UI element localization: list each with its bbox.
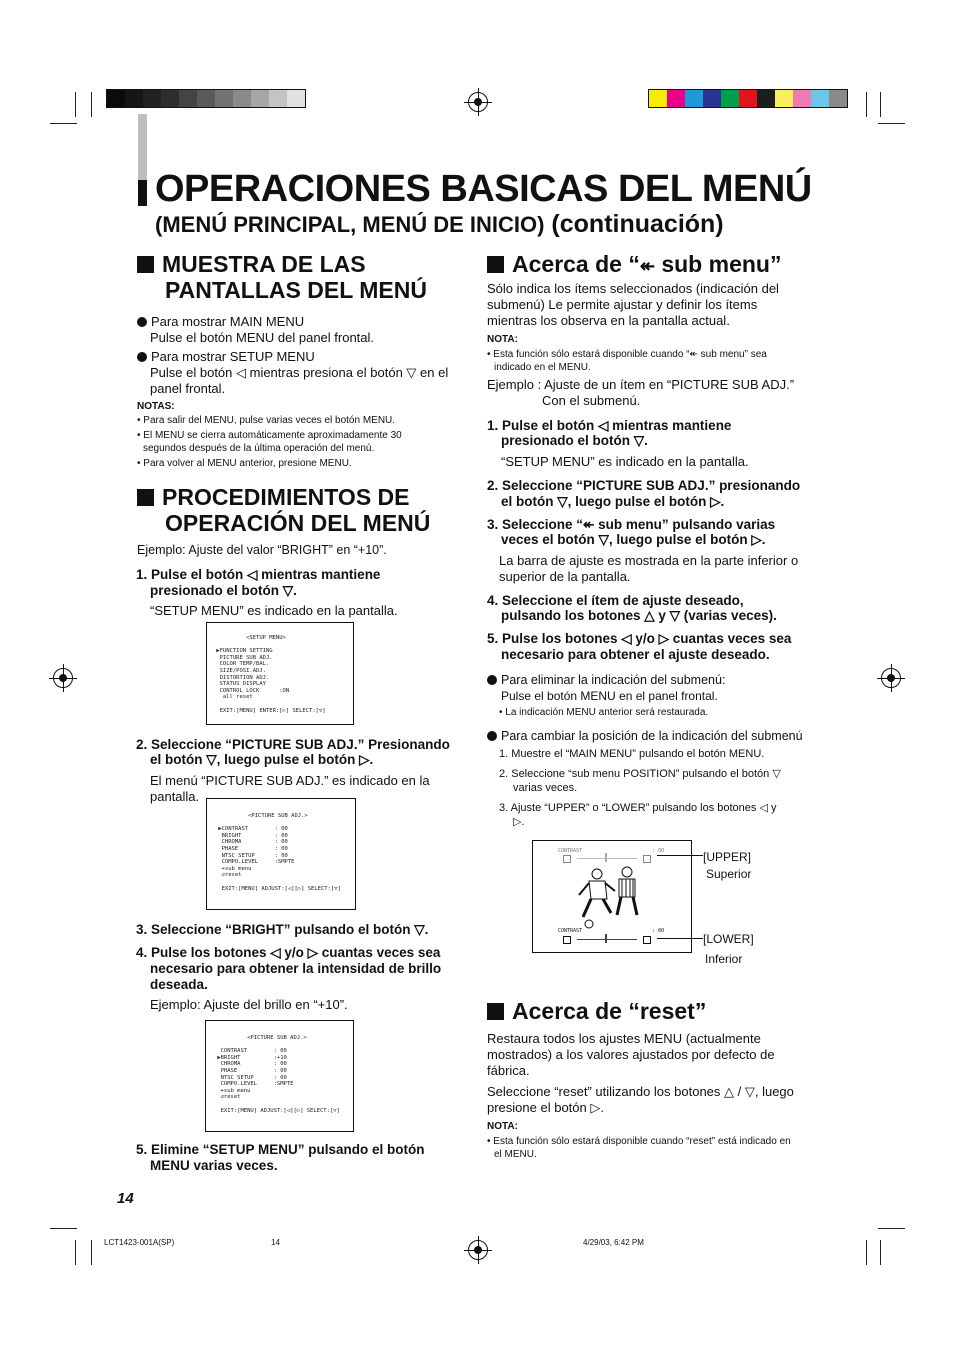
- example-text: Ejemplo: Ajuste del valor “BRIGHT” en “+10”.: [137, 543, 387, 557]
- bullet-text: Pulse el botón MENU del panel frontal.: [150, 330, 375, 345]
- setup-menu-screen: [206, 622, 354, 725]
- color-swatch: [197, 90, 215, 107]
- step-4: 4. Pulse los botones ◁ y/o ▷ cuantas veces sea: [136, 945, 441, 960]
- step-5: 5. Elimine “SETUP MENU” pulsando el botón: [136, 1142, 425, 1157]
- footer-date: 4/29/03, 6:42 PM: [583, 1238, 644, 1247]
- registration-mark-icon: [468, 92, 488, 112]
- upper-contrast-bar: CONTRAST : 00: [558, 848, 665, 854]
- color-swatch: [793, 90, 811, 107]
- step-desc: superior de la pantalla.: [499, 569, 631, 584]
- subtitle-caps: (MENÚ PRINCIPAL, MENÚ DE INICIO): [155, 212, 545, 237]
- crop-mark: [75, 92, 76, 117]
- note: • Para volver al MENU anterior, presione MENU.: [137, 458, 352, 469]
- step-2: 2. Seleccione “PICTURE SUB ADJ.” presionando: [487, 478, 801, 493]
- step-1: presionado el botón ▽.: [150, 583, 297, 598]
- paragraph: presione el botón ▷.: [487, 1100, 604, 1115]
- upper-label: [UPPER]: [703, 850, 752, 864]
- color-swatch: [667, 90, 685, 107]
- step-4: deseada.: [150, 977, 208, 992]
- color-swatch: [811, 90, 829, 107]
- color-swatch: [649, 90, 667, 107]
- lower-leader-line: [657, 938, 703, 939]
- bullet-text: panel frontal.: [150, 381, 226, 396]
- step-desc: “SETUP MENU” es indicado en la pantalla.: [501, 454, 749, 469]
- step-2: 2. Seleccione “PICTURE SUB ADJ.” Presionando: [136, 737, 450, 752]
- crop-mark: [75, 1240, 76, 1265]
- color-swatch-bar: [648, 89, 848, 108]
- substep: 3. Ajuste “UPPER” o “LOWER” pulsando los botones ◁ y: [499, 802, 777, 814]
- screen-text: <PICTURE SUB ADJ.> ▶CONTRAST : 00 BRIGHT : 00 CHROMA : 00 PHASE : 00 NTSC SETUP : 00 COMPO.LEVEL :SMPTE ↞sub menu ↺reset EXIT:[MENU] ADJUST:[◁][▷] SELECT:[▽]: [218, 813, 341, 892]
- note: • Esta función sólo estará disponible cuando “reset” está indicado en: [487, 1136, 791, 1147]
- step-2: el botón ▽, luego pulse el botón ▷.: [150, 752, 374, 767]
- note: indicado en el MENU.: [494, 362, 591, 373]
- step-4: pulsando los botones △ y ▽ (varias veces).: [501, 608, 777, 623]
- bullet-item: Para eliminar la indicación del submenú:: [487, 672, 725, 688]
- color-swatch: [775, 90, 793, 107]
- page-title: OPERACIONES BASICAS DEL MENÚ: [155, 168, 812, 210]
- notes-heading: NOTAS:: [137, 401, 175, 412]
- note: • La indicación MENU anterior será restaurada.: [499, 707, 709, 718]
- color-swatch: [233, 90, 251, 107]
- step-3: 3. Seleccione “BRIGHT” pulsando el botón ▽.: [136, 922, 429, 937]
- section-heading-muestra: MUESTRA DE LAS PANTALLAS DEL MENÚ: [137, 251, 427, 303]
- screen-text: <PICTURE SUB ADJ.> CONTRAST : 00 ▶BRIGHT :+10 CHROMA : 00 PHASE : 00 NTSC SETUP : 00 COMPO.LEVEL :SMPTE ↞sub menu ↺reset EXIT:[MENU] ADJUST:[◁][▷] SELECT:[▽]: [217, 1035, 340, 1114]
- section-heading-sub-menu: Acerca de “↞ sub menu”: [487, 251, 781, 279]
- paragraph: fábrica.: [487, 1063, 530, 1078]
- note: • Esta función sólo estará disponible cuando “↞ sub menu” sea: [487, 349, 767, 360]
- upper-caption: Superior: [706, 867, 752, 881]
- color-swatch: [685, 90, 703, 107]
- bullet-item: Para mostrar SETUP MENU: [137, 349, 315, 365]
- step-desc: “SETUP MENU” es indicado en la pantalla.: [150, 603, 398, 618]
- color-swatch: [107, 90, 125, 107]
- bullet-item: Para mostrar MAIN MENU: [137, 314, 304, 330]
- circle-bullet-icon: [137, 352, 147, 362]
- registration-mark-icon: [53, 668, 73, 688]
- paragraph: Sólo indica los ítems seleccionados (indicación del: [487, 281, 779, 296]
- color-swatch: [757, 90, 775, 107]
- lower-caption: Inferior: [705, 952, 743, 966]
- lower-label: [LOWER]: [703, 932, 754, 946]
- circle-bullet-icon: [137, 317, 147, 327]
- paragraph: submenú) Le permite ajustar y definir los ítems: [487, 297, 758, 312]
- section-heading-reset: Acerca de “reset”: [487, 998, 706, 1024]
- step-5: MENU varias veces.: [150, 1158, 278, 1173]
- step-1: presionado el botón ▽.: [501, 433, 648, 448]
- paragraph: Restaura todos los ajustes MENU (actualmente: [487, 1031, 761, 1046]
- crop-mark: [878, 123, 905, 124]
- doc-code: LCT1423-001A(SP): [104, 1238, 175, 1247]
- note: • El MENU se cierra automáticamente aproximadamente 30: [137, 430, 402, 441]
- paragraph: mostrados) a los valores ajustados por defecto de: [487, 1047, 775, 1062]
- square-bullet-icon: [137, 256, 154, 273]
- step-1: 1. Pulse el botón ◁ mientras mantiene: [487, 418, 732, 433]
- color-swatch: [125, 90, 143, 107]
- gray-swatch-bar: [106, 89, 306, 108]
- note: • Para salir del MENU, pulse varias veces el botón MENU.: [137, 415, 396, 426]
- step-4: 4. Seleccione el ítem de ajuste deseado,: [487, 593, 744, 608]
- step-1: 1. Pulse el botón ◁ mientras mantiene: [136, 567, 381, 582]
- crop-mark: [50, 1228, 77, 1229]
- submenu-position-illustration: [532, 840, 692, 953]
- paragraph: Seleccione “reset” utilizando los botones △ / ▽, luego: [487, 1084, 794, 1099]
- crop-mark: [50, 123, 77, 124]
- step-desc: El menú “PICTURE SUB ADJ.” es indicado en la: [150, 773, 430, 788]
- step-5: 5. Pulse los botones ◁ y/o ▷ cuantas veces sea: [487, 631, 792, 646]
- upper-slider: [563, 855, 658, 859]
- crop-mark: [878, 1228, 905, 1229]
- bullet-text: Pulse el botón ◁ mientras presiona el botón ▽ en el: [150, 365, 449, 380]
- lower-contrast-bar: CONTRAST : 00: [558, 928, 665, 934]
- crop-mark: [91, 1240, 92, 1265]
- picture-sub-adj-screen: [206, 798, 356, 910]
- color-swatch: [269, 90, 287, 107]
- color-swatch: [179, 90, 197, 107]
- crop-mark: [880, 92, 881, 117]
- paragraph: mientras los observa en la pantalla actual.: [487, 313, 730, 328]
- square-bullet-icon: [487, 1003, 504, 1020]
- step-desc: Ejemplo: Ajuste del brillo en “+10”.: [150, 997, 348, 1012]
- footer-page: 14: [271, 1238, 280, 1247]
- substep: 2. Seleccione “sub menu POSITION” pulsando el botón ▽: [499, 768, 781, 780]
- step-3: veces el botón ▽, luego pulse el botón ▷.: [501, 532, 766, 547]
- note-heading: NOTA:: [487, 334, 518, 345]
- registration-mark-icon: [468, 1240, 488, 1260]
- color-swatch: [143, 90, 161, 107]
- example-text: Ejemplo : Ajuste de un ítem en “PICTURE SUB ADJ.”: [487, 377, 795, 392]
- example-text: Con el submenú.: [542, 393, 641, 408]
- color-swatch: [251, 90, 269, 107]
- page-number: 14: [117, 1190, 134, 1207]
- color-swatch: [829, 90, 847, 107]
- lower-slider: [563, 936, 658, 940]
- soccer-players-illustration: [573, 865, 653, 929]
- color-swatch: [721, 90, 739, 107]
- bullet-item: Para cambiar la posición de la indicación del submenú: [487, 728, 803, 744]
- bullet-text: Pulse el botón MENU en el panel frontal.: [501, 689, 718, 703]
- color-swatch: [215, 90, 233, 107]
- color-swatch: [739, 90, 757, 107]
- title-accent-bar: [138, 180, 147, 206]
- step-3: 3. Seleccione “↞ sub menu” pulsando varias: [487, 517, 776, 532]
- circle-bullet-icon: [487, 731, 497, 741]
- step-5: necesario para obtener el ajuste deseado.: [501, 647, 770, 662]
- note-heading: NOTA:: [487, 1121, 518, 1132]
- upper-leader-line: [657, 855, 703, 856]
- crop-mark: [866, 1240, 867, 1265]
- square-bullet-icon: [487, 256, 504, 273]
- step-desc: La barra de ajuste es mostrada en la parte inferior o: [499, 553, 799, 568]
- substep: ▷.: [513, 816, 525, 828]
- square-bullet-icon: [137, 489, 154, 506]
- note: segundos después de la última operación del menú.: [143, 443, 375, 454]
- color-swatch: [161, 90, 179, 107]
- substep: varias veces.: [513, 782, 578, 794]
- bright-adjust-screen: [205, 1020, 354, 1132]
- submenu-arrow-icon: ↞: [639, 256, 655, 276]
- subtitle-rest: (continuación): [544, 210, 724, 238]
- substep: 1. Muestre el “MAIN MENU” pulsando el botón MENU.: [499, 748, 765, 760]
- circle-bullet-icon: [487, 675, 497, 685]
- step-4: necesario para obtener la intensidad de brillo: [150, 961, 442, 976]
- crop-mark: [880, 1240, 881, 1265]
- section-heading-procedimientos: PROCEDIMIENTOS DE OPERACIÓN DEL MENÚ: [137, 484, 430, 536]
- step-2: el botón ▽, luego pulse el botón ▷.: [501, 494, 725, 509]
- crop-mark: [866, 92, 867, 117]
- crop-mark: [91, 92, 92, 117]
- color-swatch: [287, 90, 305, 107]
- step-desc: pantalla.: [150, 789, 200, 804]
- color-swatch: [703, 90, 721, 107]
- screen-text: <SETUP MENU> ▶FUNCTION SETTING PICTURE SUB ADJ. COLOR TEMP/BAL. SIZE/POSI.ADJ. DISTORTION ADJ. STATUS DISPLAY CONTROL LOCK :ON all reset EXIT:[MENU] ENTER:[▷] SELECT:[▽]: [216, 635, 326, 714]
- registration-mark-icon: [881, 668, 901, 688]
- note: el MENU.: [494, 1149, 537, 1160]
- page-subtitle: [155, 210, 724, 239]
